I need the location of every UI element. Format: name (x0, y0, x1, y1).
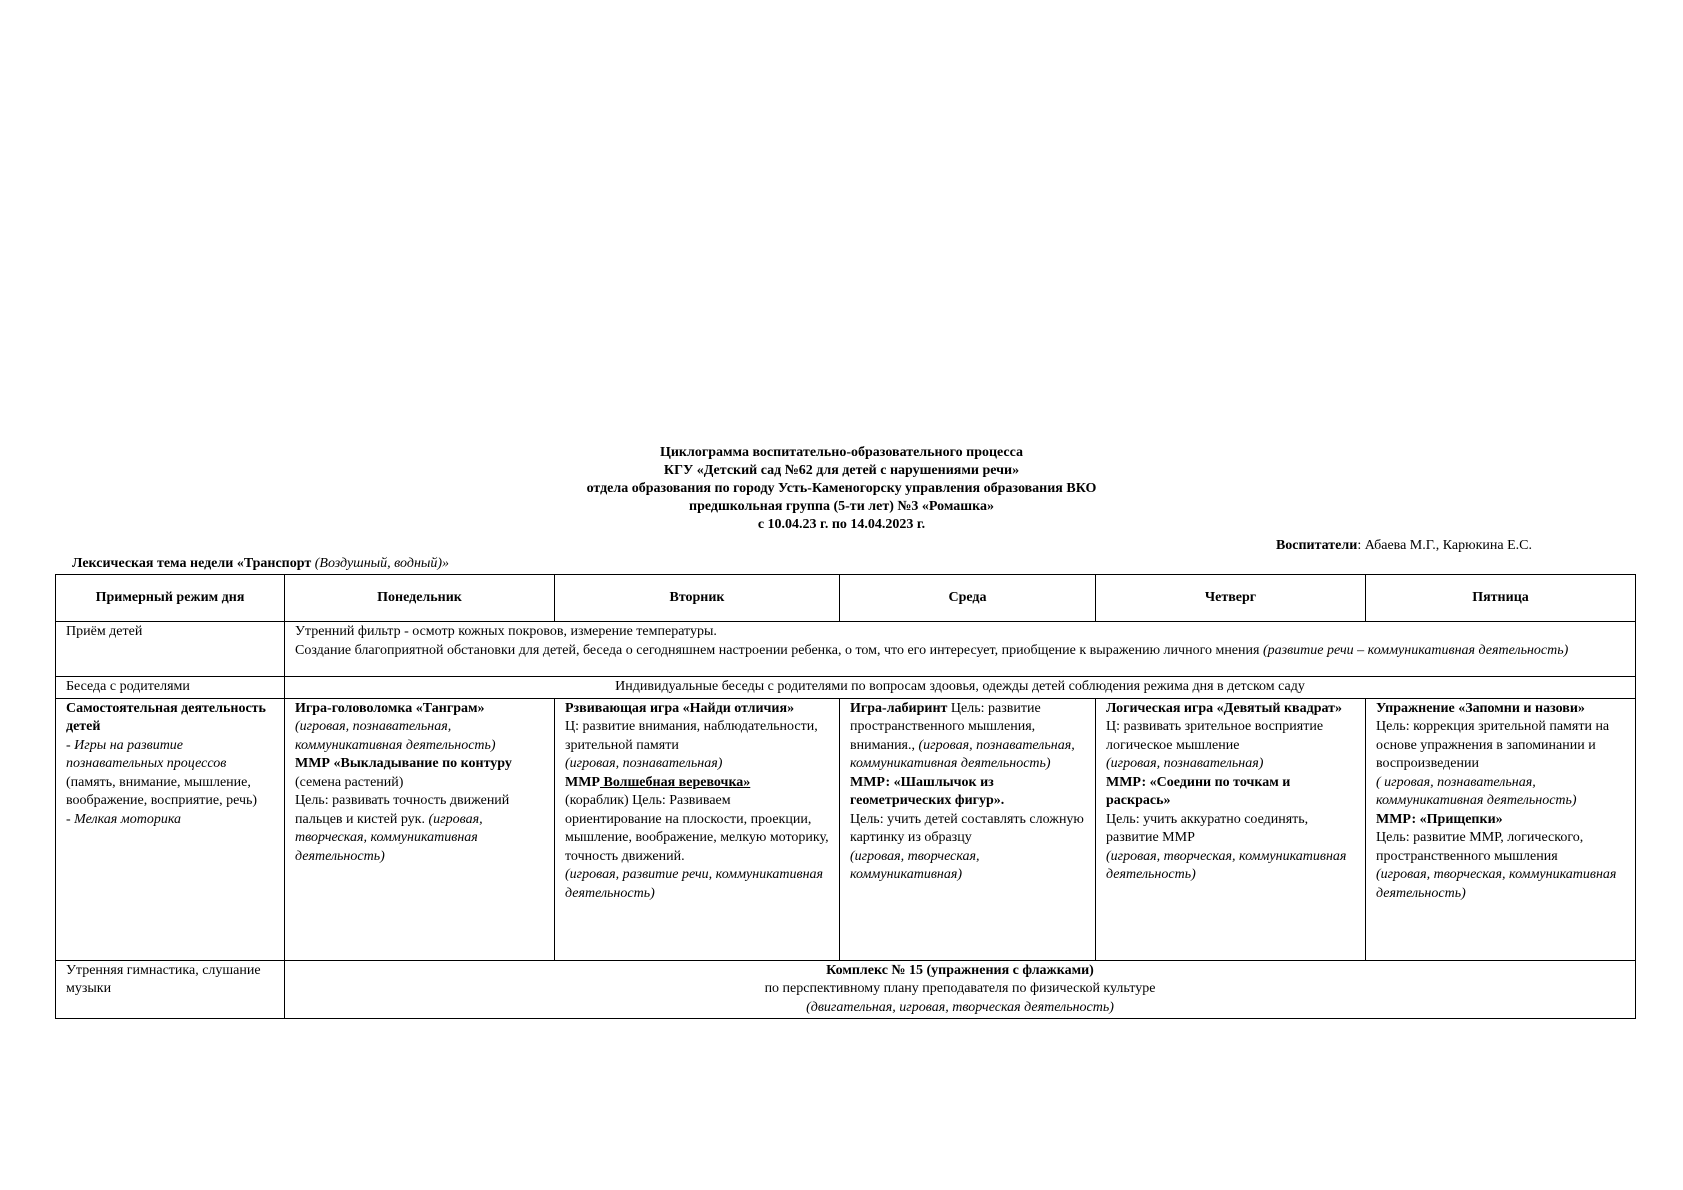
mon-type: (игровая, познавательная, коммуникативная деятельность) (295, 719, 496, 753)
header-friday: Пятница (1366, 575, 1636, 622)
gymnastics-label: Утренняя гимнастика, слушание музыки (56, 960, 285, 1019)
header-title: Циклограмма воспитательно-образовательного процесса (659, 445, 1024, 460)
tue-mmr-title: Волшебная веревочка» (599, 774, 751, 790)
tue-goal2: (кораблик) Цель: Развиваем ориентирование на плоскости, проекции, мышление, воображение, мелкую моторику, точность движений. (565, 793, 829, 864)
independent-row (56, 698, 1636, 960)
header-institution: КГУ «Детский сад №62 для детей с нарушениями речи» (663, 463, 1020, 478)
fri-type: ( игровая, познавательная, коммуникативная деятельность) (1376, 774, 1577, 808)
fri-title: Упражнение «Запомни и назови» (1376, 700, 1585, 716)
reception-line2-italic: (развитие речи – коммуникативная деятельность) (1262, 642, 1569, 658)
mon-title: Игра-головоломка «Танграм» (295, 700, 485, 716)
reception-line1: Утренний фильтр - осмотр кожных покровов, измерение температуры. (295, 624, 717, 639)
gymnastics-complex: Комплекс № 15 (упражнения с флажками) (826, 962, 1094, 978)
teachers-label: Воспитатели (1275, 538, 1358, 553)
parents-content: Индивидуальные беседы с родителями по вопросам здоовья, одежды детей соблюдения режима дня в детском саду (285, 677, 1636, 699)
tue-title: Рзвивающая игра «Найди отличия» (565, 700, 795, 716)
wednesday-activity (840, 698, 1096, 960)
mon-mmr: ММР «Выкладывание по контуру (295, 756, 512, 771)
independent-sub1: - Игры на развитие познавательных процессов (66, 737, 227, 771)
gymnastics-plan: по перспективному плану преподавателя по физической культуре (764, 981, 1156, 996)
header-group: предшкольная группа (5-ти лет) №3 «Ромашка» (689, 499, 994, 514)
header-tuesday: Вторник (555, 575, 840, 622)
friday-activity (1366, 698, 1636, 960)
independent-label-cell (56, 698, 285, 960)
schedule-table (55, 574, 1636, 1019)
thu-type: (игровая, познавательная) (1106, 756, 1264, 771)
wed-mmr: ММР: «Шашлычок из геометрических фигур». (850, 774, 1005, 808)
header-thursday: Четверг (1096, 575, 1366, 622)
thu-title: Логическая игра «Девятый квадрат» (1106, 700, 1342, 716)
wed-type2: (игровая, творческая, коммуникативная) (850, 848, 980, 882)
mon-goal-text: : развивать точность движений пальцев и кистей рук. (295, 793, 510, 827)
gymnastics-content (285, 960, 1636, 1019)
thu-mmr: ММР: «Соедини по точкам и раскрась» (1106, 774, 1291, 808)
tue-type: (игровая, познавательная) (565, 756, 723, 771)
reception-row (56, 622, 1636, 677)
wed-goal2: Цель: учить детей составлять сложную картинку из образцу (850, 811, 1084, 845)
mon-goal-label: Цель (295, 793, 325, 808)
monday-activity (285, 698, 555, 960)
fri-type2: (игровая, творческая, коммуникативная деятельность) (1376, 867, 1617, 901)
header-department: отдела образования по городу Усть-Каменогорску управления образования ВКО (586, 481, 1097, 496)
independent-sub3: - Мелкая моторика (66, 811, 182, 827)
thu-type2: (игровая, творческая, коммуникативная деятельность) (1106, 848, 1347, 882)
reception-line2: Создание благоприятной обстановки для детей, беседа о сегодняшнем настроении ребенка, о том, что его интересует, приобщение к выражению личного мнения (295, 642, 1263, 658)
independent-sub2: (память, внимание, мышление, воображение, восприятие, речь) (66, 774, 258, 808)
theme-italic: (Воздушный, водный)» (314, 556, 450, 571)
teachers-line (1276, 537, 1532, 555)
fri-mmr: ММР: «Прищепки» (1376, 811, 1503, 827)
reception-label: Приём детей (56, 622, 285, 677)
header-monday: Понедельник (285, 575, 555, 622)
fri-goal2: Цель: развитие ММР, логического, пространственного мышления (1376, 830, 1584, 864)
tue-mmr: ММР (565, 774, 600, 790)
gymnastics-row (56, 960, 1636, 1019)
wed-title: Игра-лабиринт (850, 700, 948, 716)
gymnastics-type: (двигательная, игровая, творческая деятельность) (806, 999, 1114, 1015)
mon-mmr-rest: (семена растений) (295, 774, 404, 790)
wed-goal: Цель: развитие пространственного мышления, внимания., (850, 700, 1041, 753)
independent-label: Самостоятельная деятельность детей (66, 700, 266, 734)
thu-goal: Ц: развивать зрительное восприятие логическое мышление (1106, 719, 1324, 753)
parents-label: Беседа с родителями (56, 677, 285, 699)
fri-goal: Цель: коррекция зрительной памяти на основе упражнения в запоминании и воспроизведении (1376, 719, 1610, 771)
tue-goal: Ц: развитие внимания, наблюдательности, зрительной памяти (565, 719, 818, 753)
theme-label: Лексическая тема недели «Транспорт (72, 556, 315, 571)
document-header (0, 444, 1683, 534)
wed-type: (игровая, познавательная, коммуникативная деятельность) (850, 737, 1075, 771)
tuesday-activity (555, 698, 840, 960)
table-header-row (56, 575, 1636, 622)
mon-type2: (игровая, творческая, коммуникативная деятельность) (295, 811, 483, 864)
thu-goal2: Цель: учить аккуратно соединять, развитие ММР (1106, 811, 1309, 845)
parents-row (56, 677, 1636, 699)
reception-content (285, 622, 1636, 677)
header-dates: с 10.04.23 г. по 14.04.2023 г. (757, 517, 926, 532)
lexical-theme (72, 555, 449, 573)
header-mode: Примерный режим дня (56, 575, 285, 622)
header-wednesday: Среда (840, 575, 1096, 622)
thursday-activity (1096, 698, 1366, 960)
tue-type2: (игровая, развитие речи, коммуникативная деятельность) (565, 867, 824, 901)
teachers-names: : Абаева М.Г., Карюкина Е.С. (1357, 538, 1532, 553)
